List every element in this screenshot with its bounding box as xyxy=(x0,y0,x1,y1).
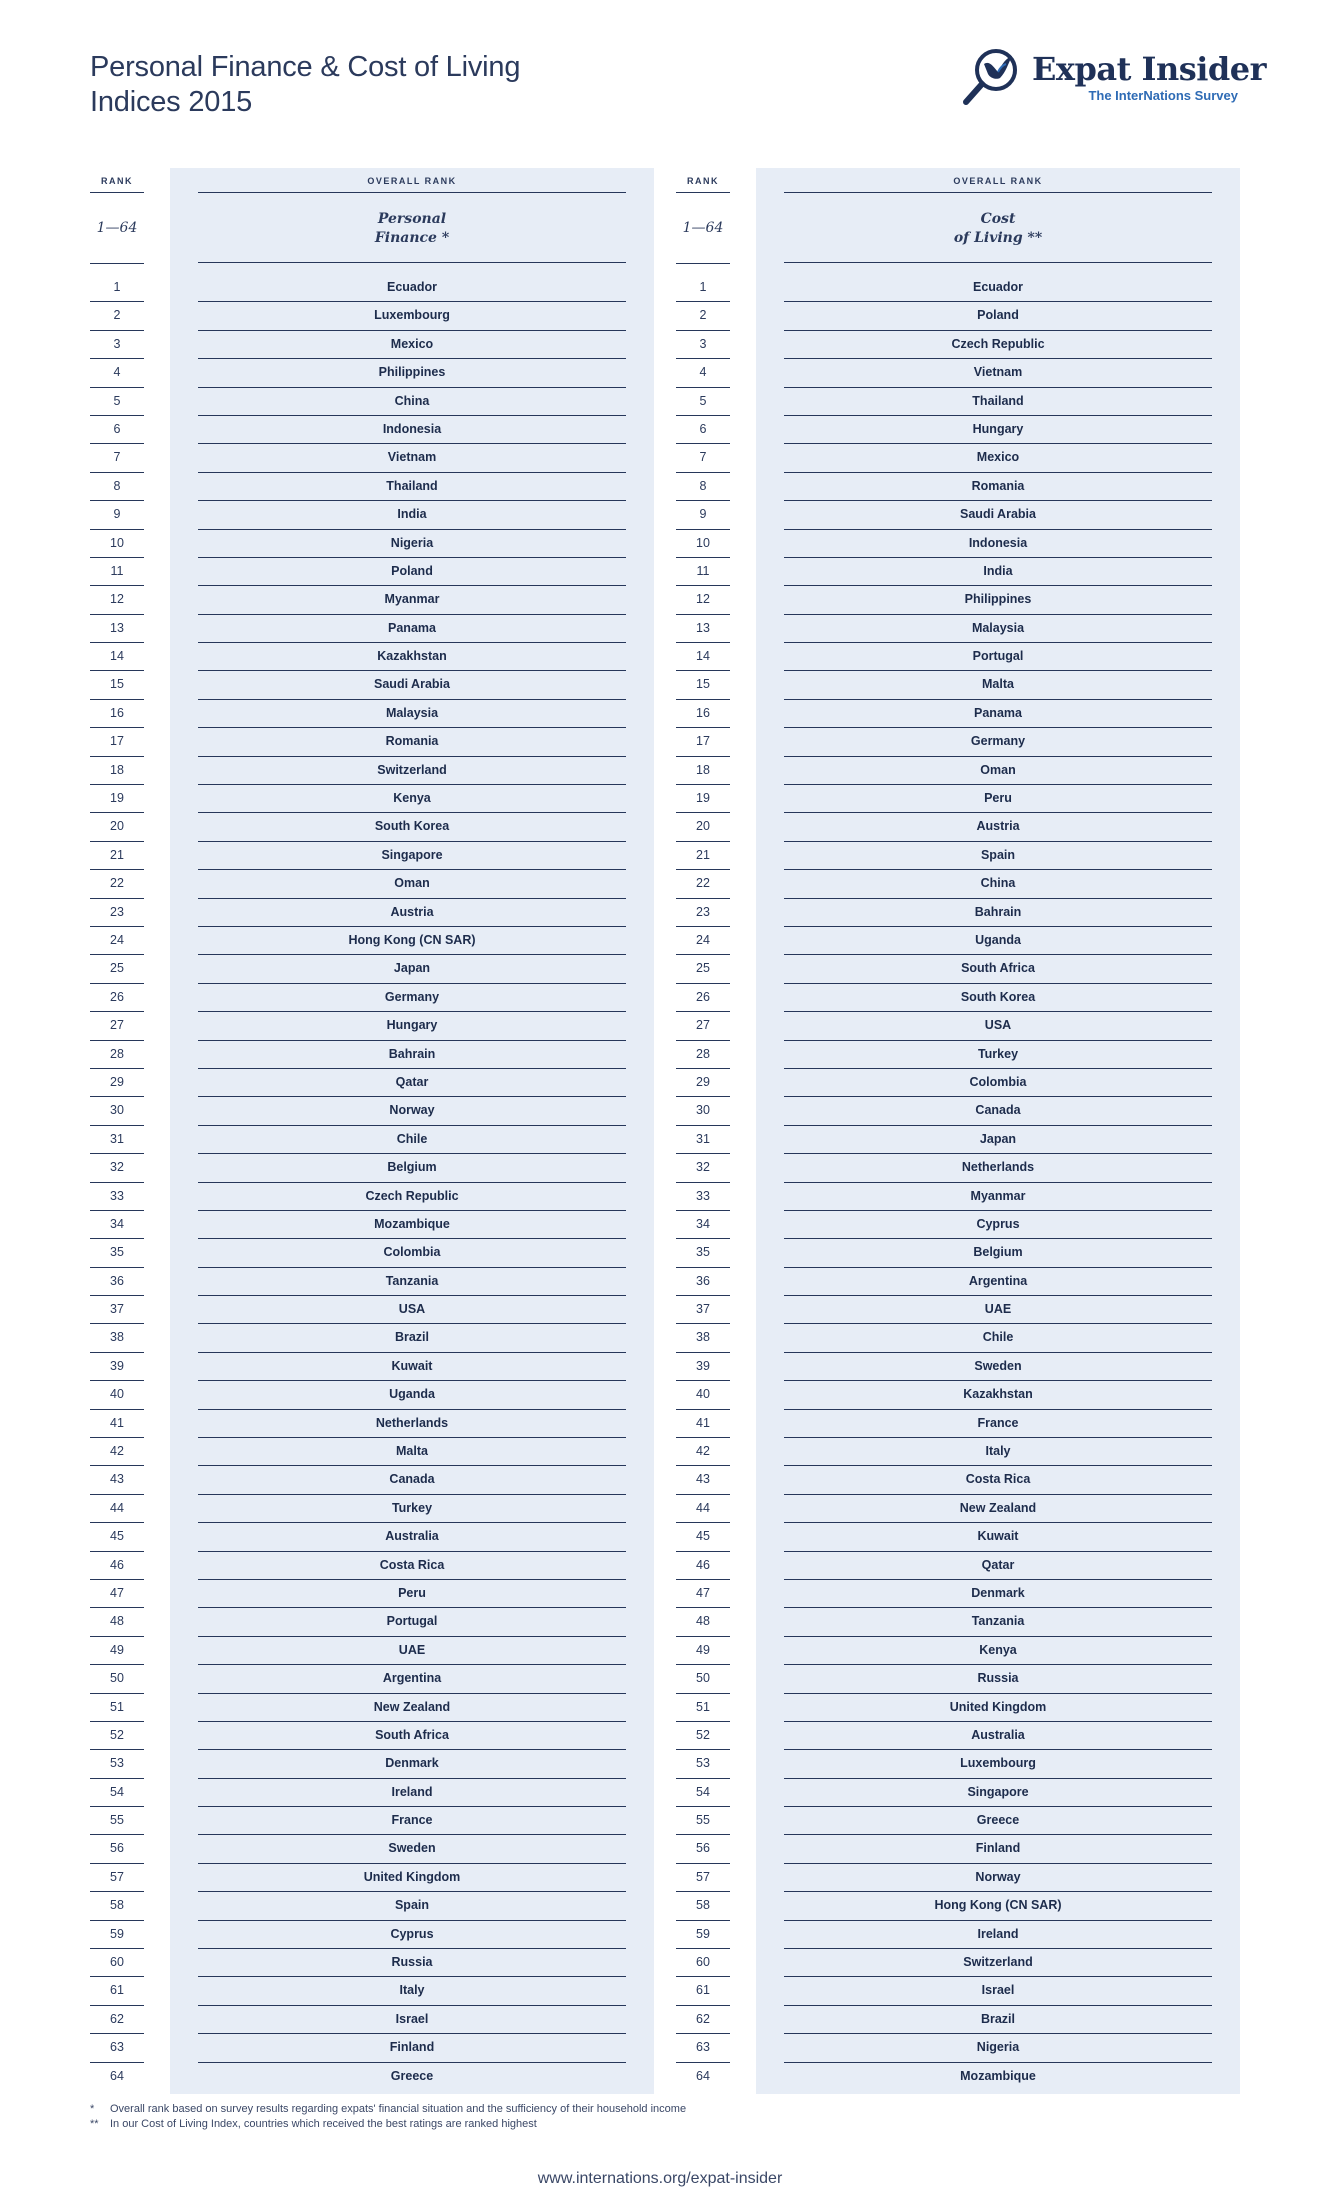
rank-cell: 26 xyxy=(676,984,730,1012)
country-cell: Portugal xyxy=(198,1608,626,1636)
country-cell: Hong Kong (CN SAR) xyxy=(198,927,626,955)
country-cell: Bahrain xyxy=(198,1041,626,1069)
rank-cell: 29 xyxy=(90,1069,144,1097)
country-cell: Indonesia xyxy=(198,416,626,444)
rank-cell: 2 xyxy=(90,302,144,330)
country-cell: Greece xyxy=(784,1807,1212,1835)
overall-rank-panel xyxy=(170,168,654,2094)
country-cell: Costa Rica xyxy=(784,1466,1212,1494)
country-cell: Poland xyxy=(784,302,1212,330)
rank-cell: 37 xyxy=(90,1296,144,1324)
rank-list xyxy=(90,274,144,2091)
rank-cell: 5 xyxy=(90,388,144,416)
rank-cell: 12 xyxy=(676,586,730,614)
rank-cell: 46 xyxy=(676,1552,730,1580)
rank-cell: 43 xyxy=(676,1466,730,1494)
rank-cell: 16 xyxy=(90,700,144,728)
rank-cell: 31 xyxy=(676,1126,730,1154)
country-cell: United Kingdom xyxy=(198,1864,626,1892)
index-title-line1: Cost xyxy=(980,211,1016,227)
rank-cell: 9 xyxy=(676,501,730,529)
country-cell: Finland xyxy=(198,2034,626,2062)
rank-cell: 43 xyxy=(90,1466,144,1494)
country-cell: USA xyxy=(198,1296,626,1324)
country-cell: Israel xyxy=(198,2006,626,2034)
rank-cell: 34 xyxy=(676,1211,730,1239)
rank-cell: 12 xyxy=(90,586,144,614)
rank-cell: 57 xyxy=(90,1864,144,1892)
rank-cell: 33 xyxy=(90,1183,144,1211)
country-cell: South Korea xyxy=(198,813,626,841)
rank-cell: 26 xyxy=(90,984,144,1012)
country-cell: China xyxy=(198,388,626,416)
rank-cell: 4 xyxy=(90,359,144,387)
rank-cell: 17 xyxy=(90,728,144,756)
rank-cell: 58 xyxy=(676,1892,730,1920)
rank-cell: 38 xyxy=(676,1324,730,1352)
rank-header: RANK xyxy=(676,176,730,193)
rank-column xyxy=(90,168,144,2094)
country-cell: France xyxy=(784,1410,1212,1438)
rank-cell: 53 xyxy=(90,1750,144,1778)
rank-cell: 17 xyxy=(676,728,730,756)
country-cell: Switzerland xyxy=(784,1949,1212,1977)
rank-cell: 60 xyxy=(676,1949,730,1977)
rank-cell: 13 xyxy=(90,615,144,643)
country-cell: Colombia xyxy=(198,1239,626,1267)
rank-cell: 10 xyxy=(90,530,144,558)
country-cell: Tanzania xyxy=(198,1268,626,1296)
overall-rank-header: OVERALL RANK xyxy=(198,176,626,193)
rank-cell: 63 xyxy=(90,2034,144,2062)
rank-cell: 49 xyxy=(676,1637,730,1665)
rank-cell: 52 xyxy=(676,1722,730,1750)
country-cell: Austria xyxy=(784,813,1212,841)
country-cell: Spain xyxy=(198,1892,626,1920)
rank-cell: 55 xyxy=(676,1807,730,1835)
rank-cell: 48 xyxy=(676,1608,730,1636)
rank-cell: 23 xyxy=(676,899,730,927)
rank-cell: 11 xyxy=(676,558,730,586)
rank-cell: 56 xyxy=(676,1835,730,1863)
country-cell: Kuwait xyxy=(784,1523,1212,1551)
country-cell: Japan xyxy=(198,955,626,983)
country-cell: Uganda xyxy=(784,927,1212,955)
rank-cell: 7 xyxy=(90,444,144,472)
footnote-mark: * xyxy=(90,2103,95,2115)
country-cell: Oman xyxy=(784,757,1212,785)
rank-cell: 46 xyxy=(90,1552,144,1580)
country-cell: Netherlands xyxy=(784,1154,1212,1182)
country-cell: Nigeria xyxy=(784,2034,1212,2062)
country-cell: Myanmar xyxy=(784,1183,1212,1211)
rank-column xyxy=(676,168,730,2094)
magnifier-bird-icon xyxy=(962,46,1022,108)
country-cell: Vietnam xyxy=(784,359,1212,387)
rank-cell: 31 xyxy=(90,1126,144,1154)
country-cell: Italy xyxy=(198,1977,626,2005)
country-cell: Indonesia xyxy=(784,530,1212,558)
rank-range: 1—64 xyxy=(96,220,138,236)
rank-list xyxy=(676,274,730,2091)
rank-cell: 20 xyxy=(676,813,730,841)
rank-cell: 6 xyxy=(676,416,730,444)
country-cell: Myanmar xyxy=(198,586,626,614)
rank-cell: 30 xyxy=(676,1097,730,1125)
country-cell: Belgium xyxy=(784,1239,1212,1267)
rank-cell: 14 xyxy=(676,643,730,671)
country-cell: Poland xyxy=(198,558,626,586)
index-title-line1: Personal xyxy=(377,211,447,227)
rank-range: 1—64 xyxy=(682,220,724,236)
rank-cell: 19 xyxy=(90,785,144,813)
country-cell: Netherlands xyxy=(198,1410,626,1438)
country-cell: Philippines xyxy=(784,586,1212,614)
rank-cell: 1 xyxy=(676,274,730,302)
rank-cell: 23 xyxy=(90,899,144,927)
footnote-mark: ** xyxy=(90,2118,99,2130)
country-cell: Portugal xyxy=(784,643,1212,671)
rank-cell: 29 xyxy=(676,1069,730,1097)
personal-finance-table xyxy=(90,168,654,2094)
country-cell: Sweden xyxy=(784,1353,1212,1381)
country-cell: UAE xyxy=(198,1637,626,1665)
country-cell: Peru xyxy=(784,785,1212,813)
rank-cell: 40 xyxy=(676,1381,730,1409)
rank-cell: 42 xyxy=(90,1438,144,1466)
country-cell: Ireland xyxy=(198,1779,626,1807)
rank-cell: 51 xyxy=(90,1694,144,1722)
country-cell: Peru xyxy=(198,1580,626,1608)
country-cell: Philippines xyxy=(198,359,626,387)
country-cell: Ireland xyxy=(784,1921,1212,1949)
country-cell: Denmark xyxy=(198,1750,626,1778)
country-cell: Australia xyxy=(198,1523,626,1551)
country-cell: Hungary xyxy=(784,416,1212,444)
country-cell: Austria xyxy=(198,899,626,927)
rank-cell: 64 xyxy=(696,2068,710,2083)
country-cell: Bahrain xyxy=(784,899,1212,927)
rank-cell: 61 xyxy=(90,1977,144,2005)
rank-cell: 39 xyxy=(676,1353,730,1381)
rank-cell: 47 xyxy=(90,1580,144,1608)
rank-cell: 42 xyxy=(676,1438,730,1466)
country-cell: Uganda xyxy=(198,1381,626,1409)
country-cell: Mozambique xyxy=(198,1211,626,1239)
country-cell: Turkey xyxy=(198,1495,626,1523)
country-cell: Chile xyxy=(784,1324,1212,1352)
rank-cell: 10 xyxy=(676,530,730,558)
rank-cell: 37 xyxy=(676,1296,730,1324)
country-cell: Canada xyxy=(198,1466,626,1494)
rank-cell: 4 xyxy=(676,359,730,387)
index-title-line2: of Living ** xyxy=(953,230,1043,246)
country-cell: Italy xyxy=(784,1438,1212,1466)
rank-cell: 22 xyxy=(90,870,144,898)
footnote-1 xyxy=(90,2102,686,2117)
rank-cell: 11 xyxy=(90,558,144,586)
country-cell: South Africa xyxy=(784,955,1212,983)
rank-cell: 54 xyxy=(676,1779,730,1807)
rank-cell: 50 xyxy=(90,1665,144,1693)
rank-cell: 61 xyxy=(676,1977,730,2005)
rank-cell: 15 xyxy=(676,671,730,699)
rank-cell: 57 xyxy=(676,1864,730,1892)
rank-cell: 25 xyxy=(90,955,144,983)
rank-cell: 30 xyxy=(90,1097,144,1125)
country-cell: Spain xyxy=(784,842,1212,870)
country-cell: Belgium xyxy=(198,1154,626,1182)
rank-cell: 49 xyxy=(90,1637,144,1665)
country-cell: Kuwait xyxy=(198,1353,626,1381)
divider xyxy=(784,262,1212,263)
rank-cell: 63 xyxy=(676,2034,730,2062)
page-title-line1: Personal Finance & Cost of Living xyxy=(90,51,521,83)
country-cell: Sweden xyxy=(198,1835,626,1863)
rank-cell: 27 xyxy=(90,1012,144,1040)
rank-cell: 41 xyxy=(90,1410,144,1438)
rank-cell: 53 xyxy=(676,1750,730,1778)
country-cell: Germany xyxy=(784,728,1212,756)
country-cell: Qatar xyxy=(198,1069,626,1097)
country-cell: Norway xyxy=(198,1097,626,1125)
country-cell: Mozambique xyxy=(960,2068,1036,2083)
rank-cell: 38 xyxy=(90,1324,144,1352)
country-cell: Malaysia xyxy=(198,700,626,728)
rank-cell: 47 xyxy=(676,1580,730,1608)
country-list xyxy=(784,274,1212,2091)
rank-cell: 48 xyxy=(90,1608,144,1636)
country-cell: Thailand xyxy=(198,473,626,501)
country-cell: Romania xyxy=(784,473,1212,501)
country-cell: Russia xyxy=(198,1949,626,1977)
rank-cell: 24 xyxy=(676,927,730,955)
country-cell: Qatar xyxy=(784,1552,1212,1580)
country-cell: Argentina xyxy=(198,1665,626,1693)
rank-cell: 62 xyxy=(676,2006,730,2034)
rank-cell: 55 xyxy=(90,1807,144,1835)
country-cell: China xyxy=(784,870,1212,898)
footer-url[interactable]: www.internations.org/expat-insider xyxy=(537,2170,783,2187)
country-cell: New Zealand xyxy=(198,1694,626,1722)
country-cell: Chile xyxy=(198,1126,626,1154)
country-cell: Kazakhstan xyxy=(784,1381,1212,1409)
country-cell: Singapore xyxy=(784,1779,1212,1807)
country-cell: Nigeria xyxy=(198,530,626,558)
index-title xyxy=(784,210,1212,248)
country-cell: Thailand xyxy=(784,388,1212,416)
country-cell: Malta xyxy=(198,1438,626,1466)
rank-cell: 35 xyxy=(676,1239,730,1267)
country-cell: Saudi Arabia xyxy=(198,671,626,699)
rank-cell: 8 xyxy=(90,473,144,501)
divider xyxy=(198,262,626,263)
rank-cell: 59 xyxy=(676,1921,730,1949)
logo-name: Expat Insider xyxy=(1032,50,1266,88)
rank-cell: 54 xyxy=(90,1779,144,1807)
country-cell: Hong Kong (CN SAR) xyxy=(784,1892,1212,1920)
country-cell: Kenya xyxy=(784,1637,1212,1665)
rank-cell: 28 xyxy=(90,1041,144,1069)
rank-cell: 58 xyxy=(90,1892,144,1920)
rank-cell: 56 xyxy=(90,1835,144,1863)
cost-of-living-table xyxy=(676,168,1240,2094)
country-cell: Brazil xyxy=(198,1324,626,1352)
footnotes xyxy=(90,2102,686,2132)
country-cell: Singapore xyxy=(198,842,626,870)
country-cell: Costa Rica xyxy=(198,1552,626,1580)
country-cell: United Kingdom xyxy=(784,1694,1212,1722)
page-title xyxy=(90,50,520,120)
country-cell: India xyxy=(198,501,626,529)
country-cell: Finland xyxy=(784,1835,1212,1863)
country-cell: France xyxy=(198,1807,626,1835)
rank-cell: 33 xyxy=(676,1183,730,1211)
rank-cell: 45 xyxy=(676,1523,730,1551)
country-cell: Oman xyxy=(198,870,626,898)
rank-cell: 3 xyxy=(676,331,730,359)
rank-cell: 50 xyxy=(676,1665,730,1693)
country-cell: Switzerland xyxy=(198,757,626,785)
rank-cell: 36 xyxy=(90,1268,144,1296)
overall-rank-header: OVERALL RANK xyxy=(784,176,1212,193)
country-cell: Hungary xyxy=(198,1012,626,1040)
country-cell: India xyxy=(784,558,1212,586)
country-cell: Greece xyxy=(390,2068,434,2083)
country-cell: Ecuador xyxy=(198,274,626,302)
rank-cell: 8 xyxy=(676,473,730,501)
country-cell: Australia xyxy=(784,1722,1212,1750)
rank-cell: 21 xyxy=(90,842,144,870)
rank-cell: 34 xyxy=(90,1211,144,1239)
rank-cell: 52 xyxy=(90,1722,144,1750)
rank-cell: 39 xyxy=(90,1353,144,1381)
country-cell: Panama xyxy=(198,615,626,643)
country-cell: Ecuador xyxy=(784,274,1212,302)
rank-cell: 1 xyxy=(90,274,144,302)
footnote-2 xyxy=(90,2117,686,2132)
country-cell: Japan xyxy=(784,1126,1212,1154)
country-cell: South Korea xyxy=(784,984,1212,1012)
country-cell: Israel xyxy=(784,1977,1212,2005)
country-cell: Romania xyxy=(198,728,626,756)
rank-cell: 18 xyxy=(676,757,730,785)
rank-cell: 24 xyxy=(90,927,144,955)
country-cell: Mexico xyxy=(198,331,626,359)
index-title-line2: Finance * xyxy=(374,230,450,246)
rank-cell: 59 xyxy=(90,1921,144,1949)
rank-cell: 44 xyxy=(90,1495,144,1523)
country-cell: New Zealand xyxy=(784,1495,1212,1523)
country-cell: South Africa xyxy=(198,1722,626,1750)
country-cell: Kenya xyxy=(198,785,626,813)
country-cell: Kazakhstan xyxy=(198,643,626,671)
rank-cell: 21 xyxy=(676,842,730,870)
rank-cell: 27 xyxy=(676,1012,730,1040)
country-list xyxy=(198,274,626,2091)
country-cell: Brazil xyxy=(784,2006,1212,2034)
rank-cell: 36 xyxy=(676,1268,730,1296)
country-cell: Cyprus xyxy=(198,1921,626,1949)
country-cell: Canada xyxy=(784,1097,1212,1125)
rank-cell: 64 xyxy=(110,2068,124,2083)
rank-cell: 44 xyxy=(676,1495,730,1523)
country-cell: Saudi Arabia xyxy=(784,501,1212,529)
country-cell: Luxembourg xyxy=(198,302,626,330)
rank-cell: 6 xyxy=(90,416,144,444)
divider xyxy=(676,263,730,264)
rank-cell: 41 xyxy=(676,1410,730,1438)
rank-cell: 60 xyxy=(90,1949,144,1977)
country-cell: Tanzania xyxy=(784,1608,1212,1636)
country-cell: Germany xyxy=(198,984,626,1012)
rank-cell: 25 xyxy=(676,955,730,983)
overall-rank-panel xyxy=(756,168,1240,2094)
rank-cell: 45 xyxy=(90,1523,144,1551)
rank-cell: 28 xyxy=(676,1041,730,1069)
country-cell: Vietnam xyxy=(198,444,626,472)
country-cell: Panama xyxy=(784,700,1212,728)
expat-insider-logo xyxy=(962,46,1266,108)
rank-cell: 5 xyxy=(676,388,730,416)
rank-cell: 13 xyxy=(676,615,730,643)
country-cell: UAE xyxy=(784,1296,1212,1324)
country-cell: Luxembourg xyxy=(784,1750,1212,1778)
rank-cell: 14 xyxy=(90,643,144,671)
footnote-text: In our Cost of Living Index, countries which received the best ratings are ranked highest xyxy=(110,2118,537,2130)
country-cell: Czech Republic xyxy=(784,331,1212,359)
index-title xyxy=(198,210,626,248)
logo-subtitle: The InterNations Survey xyxy=(1088,88,1238,103)
rank-cell: 40 xyxy=(90,1381,144,1409)
rank-cell: 9 xyxy=(90,501,144,529)
rank-cell: 51 xyxy=(676,1694,730,1722)
rank-header: RANK xyxy=(90,176,144,193)
rank-cell: 3 xyxy=(90,331,144,359)
country-cell: Mexico xyxy=(784,444,1212,472)
country-cell: Czech Republic xyxy=(198,1183,626,1211)
country-cell: Colombia xyxy=(784,1069,1212,1097)
rank-cell: 22 xyxy=(676,870,730,898)
footnote-text: Overall rank based on survey results regarding expats' financial situation and the sufficiency of their household income xyxy=(110,2103,687,2115)
country-cell: Russia xyxy=(784,1665,1212,1693)
rank-cell: 18 xyxy=(90,757,144,785)
country-cell: Turkey xyxy=(784,1041,1212,1069)
country-cell: Denmark xyxy=(784,1580,1212,1608)
country-cell: Malaysia xyxy=(784,615,1212,643)
rank-cell: 35 xyxy=(90,1239,144,1267)
country-cell: Cyprus xyxy=(784,1211,1212,1239)
rank-cell: 15 xyxy=(90,671,144,699)
country-cell: Argentina xyxy=(784,1268,1212,1296)
country-cell: USA xyxy=(784,1012,1212,1040)
divider xyxy=(90,263,144,264)
rank-cell: 62 xyxy=(90,2006,144,2034)
rank-cell: 19 xyxy=(676,785,730,813)
rank-cell: 32 xyxy=(676,1154,730,1182)
country-cell: Norway xyxy=(784,1864,1212,1892)
country-cell: Malta xyxy=(784,671,1212,699)
rank-cell: 20 xyxy=(90,813,144,841)
rank-cell: 2 xyxy=(676,302,730,330)
rank-cell: 7 xyxy=(676,444,730,472)
page-title-line2: Indices 2015 xyxy=(90,86,253,118)
rank-cell: 16 xyxy=(676,700,730,728)
rank-cell: 32 xyxy=(90,1154,144,1182)
